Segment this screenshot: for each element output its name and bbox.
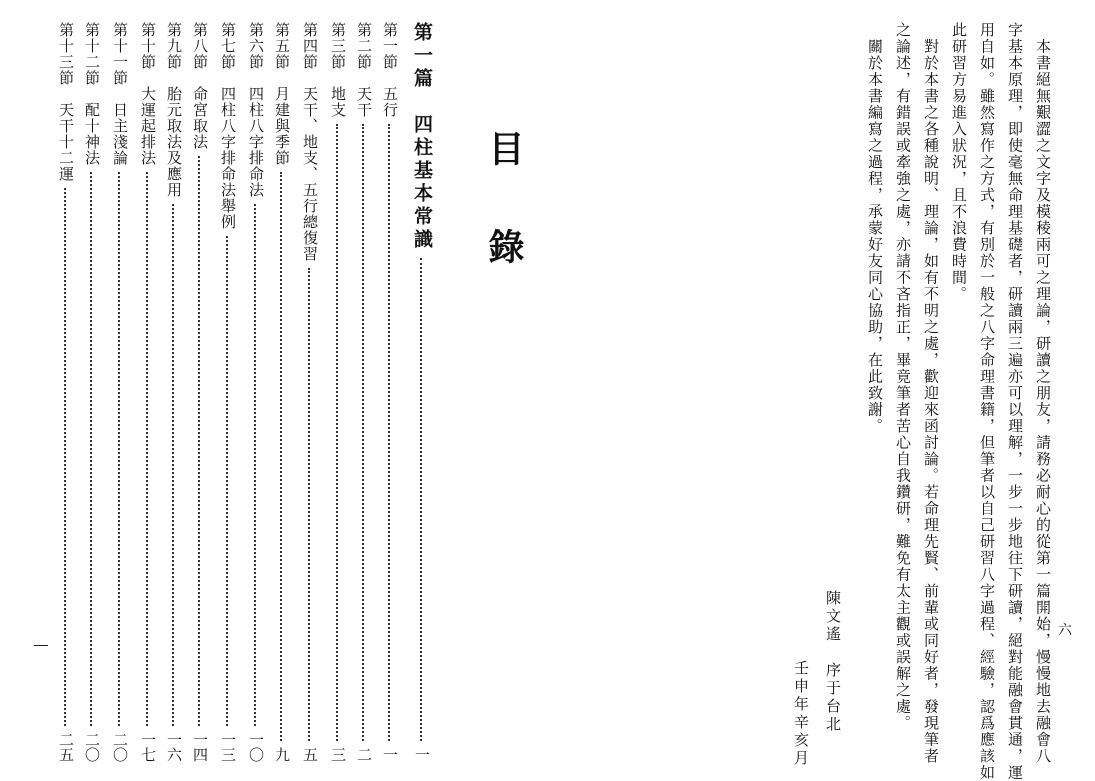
toc-leader-dots <box>64 188 66 726</box>
preface-signature: 陳文遙 序于台北 <box>824 590 842 734</box>
toc-section-title: 第四節 天干、地支、五行總復習 <box>301 22 319 262</box>
toc-section-entry[interactable] <box>242 22 270 762</box>
toc-section-title: 第十一節 日主淺論 <box>111 22 129 166</box>
toc-section-entry[interactable] <box>268 22 296 762</box>
toc-page-number: 三 <box>329 747 347 762</box>
toc-page-number: 一 <box>413 747 431 762</box>
toc-leader-dots <box>336 124 338 741</box>
toc-page-number: 五 <box>301 747 319 762</box>
toc-part-entry[interactable] <box>408 22 436 762</box>
toc-page-number: 二五 <box>57 732 75 762</box>
toc-section-title: 第五節 月建與季節 <box>273 22 291 166</box>
preface-line: 此研習方易進入狀況，且不浪費時間。 <box>950 22 968 303</box>
toc-section-title: 第十節 大運起排法 <box>139 22 157 166</box>
toc-leader-dots <box>254 204 256 726</box>
toc-title-char-1: 目 <box>483 130 525 166</box>
toc-leader-dots <box>226 236 228 726</box>
toc-page-number: 九 <box>273 747 291 762</box>
toc-page-number: 一〇 <box>247 732 265 762</box>
toc-section-entry[interactable] <box>134 22 162 762</box>
toc-page <box>0 0 545 777</box>
toc-leader-dots <box>420 258 422 741</box>
toc-section-entry[interactable] <box>350 22 378 762</box>
toc-section-entry[interactable] <box>296 22 324 762</box>
toc-section-title: 第七節 四柱八字排命法舉例 <box>219 22 237 230</box>
toc-page-number: 二 <box>355 747 373 762</box>
toc-section-title: 第二節 天干 <box>355 22 373 118</box>
toc-leader-dots <box>362 124 364 741</box>
toc-page-number: 一三 <box>219 732 237 762</box>
toc-leader-dots <box>280 172 282 741</box>
toc-section-entry[interactable] <box>376 22 404 762</box>
toc-leader-dots <box>118 172 120 726</box>
toc-section-entry[interactable] <box>106 22 134 762</box>
toc-section-title: 第十三節 天干十二運 <box>57 22 75 182</box>
toc-leader-dots <box>198 156 200 726</box>
toc-page-number: 一 <box>381 747 399 762</box>
preface-line: 字基本原理，即使毫無命理基礎者，研讀兩三遍亦可以理解，一步一步地往下研讀，絕對能融會貫通，運 <box>1006 22 1024 781</box>
toc-section-title: 第九節 胎元取法及應用 <box>165 22 183 198</box>
toc-page-number: 一七 <box>139 732 157 762</box>
preface-line: 關於本書編寫之過程，承蒙好友同心協助，在此致謝。 <box>866 22 884 435</box>
preface-line: 用自如。雖然寫作之方式，有別於一般之八字命理書籍，但筆者以自己研習八字過程、經驗，認爲應該如 <box>978 22 996 781</box>
toc-section-entry[interactable] <box>78 22 106 762</box>
toc-title-char-2: 錄 <box>483 228 525 264</box>
toc-leader-dots <box>308 268 310 741</box>
toc-part-title: 第一篇 四柱基本常識 <box>411 22 433 252</box>
preface-line: 本書絕無艱澀之文字及模稜兩可之理論，研讀之朋友，請務必耐心的從第一篇開始，慢慢地去融會八 <box>1034 22 1052 765</box>
toc-section-title: 第十二節 配十神法 <box>83 22 101 166</box>
preface-line: 之論述，有錯誤或牽強之處，亦請不吝指正，畢竟筆者苦心自我鑽研，難免有太主觀或誤解之處。 <box>894 22 912 732</box>
toc-leader-dots <box>388 124 390 741</box>
toc-section-entry[interactable] <box>160 22 188 762</box>
toc-section-entry[interactable] <box>214 22 242 762</box>
toc-page-number: 二〇 <box>83 732 101 762</box>
page-folio-mark <box>34 645 48 646</box>
toc-leader-dots <box>90 172 92 726</box>
toc-section-title: 第六節 四柱八字排命法 <box>247 22 265 198</box>
toc-section-title: 第三節 地支 <box>329 22 347 118</box>
toc-section-entry[interactable] <box>324 22 352 762</box>
preface-page <box>545 0 1095 781</box>
page-folio: 六 <box>1056 622 1072 636</box>
toc-section-entry[interactable] <box>52 22 80 762</box>
toc-section-title: 第八節 命宮取法 <box>191 22 209 150</box>
toc-leader-dots <box>146 172 148 726</box>
toc-leader-dots <box>172 204 174 726</box>
toc-page-number: 一六 <box>165 732 183 762</box>
preface-line: 對於本書之各種說明、理論，如有不明之處，歡迎來函討論。若命理先賢、前輩或同好者，發現筆者 <box>922 22 940 765</box>
preface-date: 壬申年辛亥月 <box>792 660 810 768</box>
toc-page-number: 一四 <box>191 732 209 762</box>
toc-section-entry[interactable] <box>186 22 214 762</box>
toc-page-number: 二〇 <box>111 732 129 762</box>
toc-section-title: 第一節 五行 <box>381 22 399 118</box>
